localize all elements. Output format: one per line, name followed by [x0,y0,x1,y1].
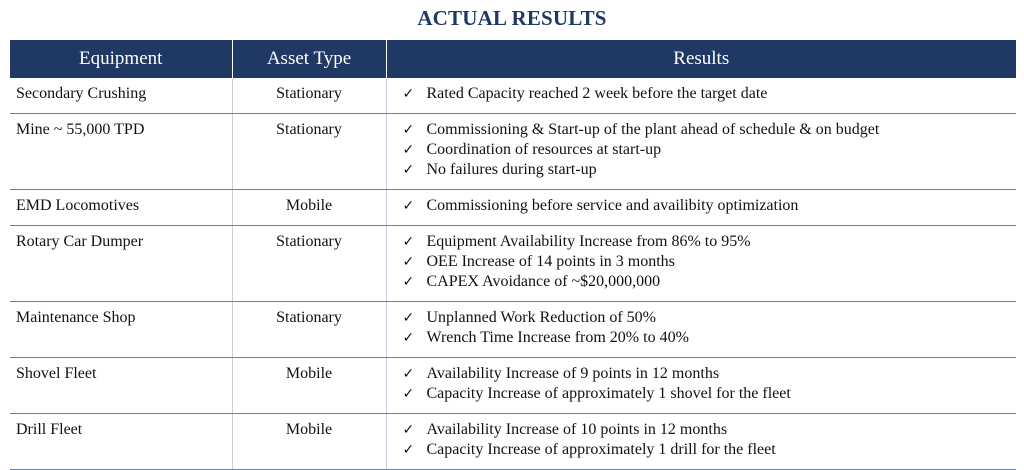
results-cell [386,414,1016,470]
column-header-asset-type: Asset Type [232,40,386,78]
table-body [10,78,1016,470]
result-text: Capacity Increase of approximately 1 shovel for the fleet [426,385,791,402]
results-cell [386,78,1016,114]
results-list [403,120,1017,180]
asset-type-cell: Mobile [232,414,386,470]
result-item [403,140,1017,160]
results-list [403,420,1017,460]
result-text: Capacity Increase of approximately 1 drill for the fleet [426,441,776,458]
result-text: CAPEX Avoidance of ~$20,000,000 [426,273,661,290]
results-list [403,232,1017,292]
check-mark-icon: ✓ [402,274,415,290]
table-row [10,414,1016,470]
equipment-cell: Shovel Fleet [10,358,232,414]
check-mark-icon: ✓ [402,122,415,138]
results-table [10,40,1016,470]
result-item [403,84,1017,104]
equipment-cell: Secondary Crushing [10,78,232,114]
results-list [403,84,1017,104]
check-mark-icon: ✓ [402,386,415,402]
check-mark-icon: ✓ [402,366,415,382]
result-text: OEE Increase of 14 points in 3 months [426,253,675,270]
asset-type-cell: Stationary [232,78,386,114]
results-cell [386,302,1016,358]
result-text: Availability Increase of 9 points in 12 months [426,365,720,382]
result-text: Commissioning before service and availibity optimization [426,197,799,214]
result-item [403,160,1017,180]
column-header-results: Results [386,40,1016,78]
result-item [403,364,1017,384]
result-text: Wrench Time Increase from 20% to 40% [426,329,689,346]
result-text: Rated Capacity reached 2 week before the target date [426,85,768,102]
result-text: Unplanned Work Reduction of 50% [426,309,656,326]
table-row [10,114,1016,190]
check-mark-icon: ✓ [402,234,415,250]
results-cell [386,358,1016,414]
result-item [403,252,1017,272]
equipment-cell: Drill Fleet [10,414,232,470]
result-item [403,272,1017,292]
asset-type-cell: Stationary [232,226,386,302]
equipment-cell: Rotary Car Dumper [10,226,232,302]
results-cell [386,190,1016,226]
result-item [403,384,1017,404]
check-mark-icon: ✓ [402,442,415,458]
results-list [403,364,1017,404]
result-text: Coordination of resources at start-up [426,141,662,158]
table-header [10,40,1016,78]
result-item [403,420,1017,440]
result-item [403,120,1017,140]
check-mark-icon: ✓ [402,86,415,102]
results-cell [386,114,1016,190]
asset-type-cell: Mobile [232,358,386,414]
check-mark-icon: ✓ [402,310,415,326]
result-text: Equipment Availability Increase from 86% to 95% [426,233,751,250]
equipment-cell: Mine ~ 55,000 TPD [10,114,232,190]
result-item [403,308,1017,328]
check-mark-icon: ✓ [402,142,415,158]
results-cell [386,226,1016,302]
check-mark-icon: ✓ [402,254,415,270]
table-row [10,78,1016,114]
result-item [403,328,1017,348]
asset-type-cell: Stationary [232,114,386,190]
result-text: No failures during start-up [426,161,597,178]
results-list [403,196,1017,216]
result-item [403,232,1017,252]
check-mark-icon: ✓ [402,198,415,214]
result-item [403,196,1017,216]
table-row [10,190,1016,226]
asset-type-cell: Stationary [232,302,386,358]
table-row [10,358,1016,414]
check-mark-icon: ✓ [402,330,415,346]
table-row [10,302,1016,358]
result-item [403,440,1017,460]
equipment-cell: Maintenance Shop [10,302,232,358]
column-header-equipment: Equipment [10,40,232,78]
equipment-cell: EMD Locomotives [10,190,232,226]
asset-type-cell: Mobile [232,190,386,226]
check-mark-icon: ✓ [402,422,415,438]
results-list [403,308,1017,348]
check-mark-icon: ✓ [402,162,415,178]
result-text: Commissioning & Start-up of the plant ahead of schedule & on budget [426,121,880,138]
page-title: ACTUAL RESULTS [417,6,607,30]
result-text: Availability Increase of 10 points in 12 months [426,421,728,438]
table-row [10,226,1016,302]
